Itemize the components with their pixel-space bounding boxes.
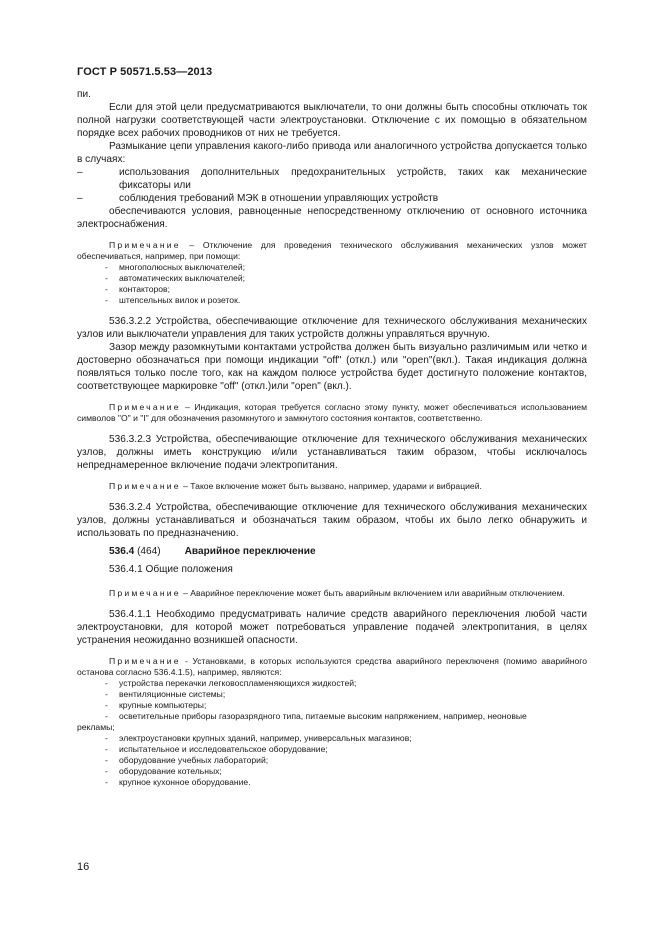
paragraph: Размыкание цепи управления какого-либо привода или аналогичного устройства допускается только в случаях: (77, 141, 587, 165)
section-number: 536.4 (109, 546, 135, 557)
list-item: - оборудование учебных лабораторий; (77, 755, 587, 766)
document-header: ГОСТ Р 50571.5.53—2013 (77, 66, 213, 78)
section-heading (77, 545, 587, 558)
page-number: 16 (77, 861, 90, 873)
note-text: – Отключение для проведения технического обслуживания механических узлов может обеспечиваться, например, при помощи: (77, 240, 587, 261)
note-label: Примечание (109, 588, 181, 598)
list-item: - оборудование котельных; (77, 766, 587, 777)
list-item: - вентиляционные системы; (77, 689, 587, 700)
paragraph: 536.4.1.1 Необходимо предусматривать наличие средств аварийного переключения любой части электроустановки, для которой может потребоваться управление подачей электропитания, в целях устранения неожиданно возникшей опасности. (77, 609, 587, 646)
section-title: Аварийное переключение (184, 546, 316, 557)
section-ref: (464) (134, 546, 161, 557)
list-item-continuation: рекламы; (77, 722, 115, 732)
paragraph: обеспечиваются условия, равноценные непосредственному отключению от основного источника электроснабжения. (77, 206, 587, 230)
list-item: - испытательное и исследовательское оборудование; (77, 744, 587, 755)
note (77, 240, 587, 262)
paragraph: 536.3.2.2 Устройства, обеспечивающие отключение для технического обслуживания механических узлов или выключатели управления для таких устройств должны управляться вручную. (77, 316, 587, 340)
paragraph: 536.3.2.4 Устройства, обеспечивающие отключение для технического обслуживания механических узлов, должны устанавливаться и обозначаться таким образом, чтобы их было легко обнаружить и использовать по предназначению. (77, 502, 587, 539)
note (77, 402, 587, 424)
note-label: Примечание (109, 656, 181, 666)
paragraph: 536.3.2.3 Устройства, обеспечивающие отключение для технического обслуживания механических узлов, должны иметь конструкцию и/или устанавливаться таким образом, чтобы исключалось непреднамеренное включение подачи электропитания. (77, 434, 587, 471)
paragraph-continuation: пи. (77, 89, 91, 100)
subsection-title: 536.4.1 Общие положения (109, 564, 233, 575)
paragraph: Если для этой цели предусматриваются выключатели, то они должны быть способны отключать ток полной нагрузки соответствующей части электроустановки. Отключение с их помощью в обязательном порядке всех рабочих проводников от них не требуется. (77, 102, 587, 139)
list-item: - устройства перекачки легковоспламеняющихся жидкостей; (77, 678, 587, 689)
list-item: - штепсельных вилок и розеток. (77, 295, 587, 306)
list-item: - автоматических выключателей; (77, 273, 587, 284)
document-body (77, 88, 587, 788)
note-text: – Индикация, которая требуется согласно этому пункту, может обеспечиваться использованием символов "О" и "I" для обозначения разомкнутого и замкнутого состояния контактов, соответственно. (77, 402, 587, 423)
note (77, 588, 587, 599)
note-text: – Такое включение может быть вызвано, например, ударами и вибрацией. (180, 481, 482, 491)
note-text: – Аварийное переключение может быть аварийным включением или аварийным отключением. (180, 588, 565, 598)
list-item: - крупное кухонное оборудование. (77, 777, 587, 788)
note-text: - Установками, в которых используются средства аварийного переключеня (помимо аварийного останова согласно 536.4.1.5), например, являются: (77, 656, 587, 677)
list-item: - многополюсных выключателей; (77, 262, 587, 273)
dash-item: – использования дополнительных предохранительных устройств, таких как механические фиксаторы или (77, 166, 587, 192)
list-item: - контакторов; (77, 284, 587, 295)
note-label: Примечание (109, 481, 181, 491)
paragraph: Зазор между разомкнутыми контактами устройства должен быть визуально различимым или четко и достоверно обозначаться при помощи индикации "off" (откл.) или "open"(вкл.). Такая индикация должна появляться только после того, как на каждом полюсе устройства будет достигнуто положение контактов, соответствующее маркировке "off" (откл.)или "open" (вкл.). (77, 342, 587, 392)
note-label: Примечание (109, 402, 181, 412)
note (77, 656, 587, 678)
list-item: - крупные компьютеры; (77, 700, 587, 711)
list-item: - осветительные приборы газоразрядного типа, питаемые высоким напряжением, например, неоновые (77, 711, 587, 722)
note (77, 481, 587, 492)
list-item: - электроустановки крупных зданий, например, универсальных магазинов; (77, 733, 587, 744)
dash-item: – соблюдения требований МЭК в отношении управляющих устройств (77, 192, 587, 205)
note-label: Примечание (109, 240, 181, 250)
